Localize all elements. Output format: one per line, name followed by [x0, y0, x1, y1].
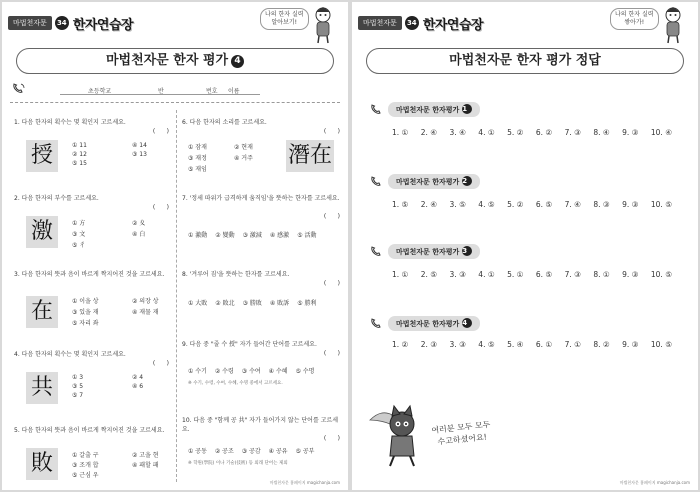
answer: 8. ②	[593, 340, 610, 349]
section-number: 2	[462, 176, 472, 186]
options	[188, 298, 316, 307]
option[interactable]: ② 고을 현	[132, 452, 159, 459]
option[interactable]: ③ 있을 재	[72, 309, 99, 316]
option[interactable]: ① 갈출 구	[72, 452, 99, 459]
option[interactable]: ③ 수여	[241, 368, 261, 375]
page-title	[16, 48, 334, 74]
page-footer: 마법천자문 홈페이지 magichanja.com	[619, 480, 690, 485]
options	[72, 374, 192, 399]
question-number: 5.	[14, 427, 20, 434]
answer: 1. ①	[392, 270, 409, 279]
answer: 9. ③	[622, 340, 639, 349]
section-label	[388, 244, 480, 259]
answer: 1. ⑤	[392, 200, 409, 209]
option[interactable]: ② 4	[132, 374, 144, 381]
answer-section-header	[370, 174, 480, 188]
series-number: 34	[55, 16, 69, 30]
options	[188, 142, 280, 173]
option[interactable]: ② 夊	[132, 220, 146, 227]
answer: 5. ④	[507, 340, 524, 349]
series-label: 마법천자문	[8, 16, 52, 30]
option[interactable]: ④ 패할 패	[132, 462, 159, 469]
question-text: '정세 따위가 급격하게 움직임'을 뜻하는 한자를 고르세요.	[189, 195, 340, 202]
answer: 5. ②	[507, 128, 524, 137]
option[interactable]: ⑤ 彳	[72, 242, 86, 249]
series-number: 34	[405, 16, 419, 30]
answer: 5. ②	[507, 200, 524, 209]
answer: 6. ②	[535, 128, 553, 137]
student-info	[8, 82, 342, 96]
answer-section-header	[370, 316, 480, 330]
bubble-line: 나의 한자 실력	[615, 11, 654, 18]
hanja-card: 在	[26, 296, 58, 328]
answer: 9. ③	[622, 128, 639, 137]
question-10	[182, 416, 340, 442]
option[interactable]: ② 현재	[234, 144, 253, 151]
title-text: 마법천자문 한자 평가	[105, 53, 229, 68]
option[interactable]: ③ 文	[72, 231, 86, 238]
answer: 10. ④	[650, 128, 672, 137]
title-number: 4	[231, 55, 244, 68]
question-note: ※ 학원(學院) 이나 기술(技術) 등 외래 단어는 제외	[188, 461, 288, 466]
option[interactable]: ⑤ 活動	[297, 232, 317, 239]
school-label: 초등학교	[88, 88, 112, 95]
answer: 5. ①	[507, 270, 524, 279]
option[interactable]: ② 變動	[215, 232, 235, 239]
question-1	[14, 118, 169, 135]
answer: 8. ①	[593, 270, 610, 279]
section-number: 3	[462, 246, 472, 256]
answer: 1. ①	[392, 128, 409, 137]
answer: 6. ⑤	[535, 270, 553, 279]
question-number: 2.	[14, 195, 20, 202]
answer: 2. ③	[420, 340, 438, 349]
underline	[60, 94, 260, 95]
hanja-card: 潛在	[286, 140, 334, 172]
question-note: ※ 수기, 수령, 수여, 수혜, 수명 중에서 고르세요.	[188, 381, 283, 386]
option[interactable]: ④ 14	[132, 142, 147, 149]
options	[188, 446, 314, 455]
question-number: 10.	[182, 417, 192, 424]
section-label	[388, 102, 480, 117]
question-number: 7.	[182, 195, 188, 202]
answer-blank[interactable]: ( )	[323, 213, 340, 220]
options	[72, 142, 192, 167]
hanja-card: 授	[26, 140, 58, 172]
answer-blank[interactable]: ( )	[152, 128, 169, 135]
answer: 6. ⑤	[535, 200, 553, 209]
option[interactable]: ② 敗北	[215, 300, 235, 307]
question-text: 다음 한자의 소리를 고르세요.	[189, 119, 267, 126]
answer: 10. ⑤	[650, 340, 672, 349]
encouragement-text	[431, 419, 492, 449]
answer-section-header	[370, 102, 480, 116]
question-text: 다음 중 "함께 공 共" 자가 들어가지 않는 단어를 고르세요.	[182, 417, 339, 433]
question-9	[182, 340, 340, 357]
bubble-line: 알아보기!	[271, 19, 298, 26]
header-bar	[8, 16, 134, 33]
options	[188, 366, 314, 375]
encourage-line: 여러분 모두 모두	[431, 419, 491, 436]
question-6	[182, 118, 340, 135]
hanja-card: 激	[26, 216, 58, 248]
option[interactable]: ④ 感激	[269, 232, 290, 239]
answer-row	[392, 270, 672, 279]
answer: 9. ③	[622, 200, 639, 209]
answer: 3. ③	[449, 340, 466, 349]
answer: 7. ④	[564, 200, 581, 209]
answer-row	[392, 340, 672, 349]
speech-bubble	[260, 8, 309, 30]
header-bar	[358, 16, 484, 33]
answer: 7. ③	[564, 270, 581, 279]
answer-section-header	[370, 244, 480, 258]
answer: 3. ④	[449, 128, 466, 137]
question-3	[14, 270, 169, 279]
option[interactable]: ⑤ 자리 좌	[72, 320, 99, 327]
option[interactable]: ⑤ 공부	[295, 448, 315, 455]
question-number: 1.	[14, 119, 20, 126]
speech-bubble	[610, 8, 659, 30]
option[interactable]: ① 수기	[188, 368, 207, 375]
question-number: 4.	[14, 351, 20, 358]
option[interactable]: ③ 공감	[241, 448, 261, 455]
answer: 4. ①	[478, 270, 495, 279]
phone-icon	[370, 103, 384, 115]
option[interactable]: ② 의장 상	[132, 298, 159, 305]
answer-blank[interactable]: ( )	[323, 435, 340, 442]
question-text: 다음 중 "줄 수 授" 자가 들어간 단어를 고르세요.	[189, 341, 317, 348]
option[interactable]: ① 잠재	[188, 144, 207, 151]
phone-icon	[12, 82, 26, 94]
option[interactable]: ⑤ 재임	[188, 166, 207, 173]
number-label: 번호	[206, 88, 218, 95]
answer: 8. ④	[593, 128, 610, 137]
bubble-line: 나의 한자 실력	[265, 11, 304, 18]
hanja-card: 敗	[26, 448, 58, 480]
answer-blank[interactable]: ( )	[323, 128, 340, 135]
option[interactable]: ⑤ 수명	[295, 368, 315, 375]
question-number: 6.	[182, 119, 188, 126]
section-number: 1	[462, 104, 472, 114]
answer: 4. ⑤	[478, 200, 495, 209]
option[interactable]: ③ 勝敗	[242, 300, 262, 307]
series-label: 마법천자문	[358, 16, 402, 30]
answer: 8. ③	[593, 200, 610, 209]
answer-page	[352, 2, 698, 490]
bubble-line: 쌓아가!	[624, 19, 645, 26]
answer: 7. ③	[564, 128, 581, 137]
option[interactable]: ⑤ 7	[72, 392, 84, 399]
section-label-text: 마법천자문 한자평가	[396, 177, 460, 186]
answer-blank[interactable]: ( )	[152, 360, 169, 367]
question-2	[14, 194, 169, 211]
question-text: '겨루어 짐'을 뜻하는 한자를 고르세요.	[189, 271, 290, 278]
answer: 1. ②	[392, 340, 409, 349]
question-number: 8.	[182, 271, 188, 278]
phone-icon	[370, 317, 384, 329]
answer-blank[interactable]: ( )	[323, 350, 340, 357]
answer: 10. ⑤	[650, 200, 672, 209]
option[interactable]: ④ 白	[132, 231, 146, 238]
question-text: 다음 한자의 부수를 고르세요.	[21, 195, 99, 202]
section-label-text: 마법천자문 한자평가	[396, 105, 460, 114]
option[interactable]: ③ 激減	[242, 232, 262, 239]
phone-icon	[370, 245, 384, 257]
section-label-text: 마법천자문 한자평가	[396, 247, 460, 256]
option[interactable]: ④ 수혜	[268, 368, 288, 375]
question-text: 다음 한자의 획수는 몇 획인지 고르세요.	[21, 351, 126, 358]
option[interactable]: ② 공조	[214, 448, 234, 455]
option[interactable]: ④ 재물 재	[132, 309, 159, 316]
option[interactable]: ② 12	[72, 151, 87, 158]
question-text: 다음 한자의 뜻과 음이 바르게 짝지어진 것을 고르세요.	[21, 427, 165, 434]
section-label	[388, 316, 480, 331]
answer: 2. ④	[420, 128, 438, 137]
answer: 3. ⑤	[449, 200, 466, 209]
option[interactable]: ① 공동	[188, 448, 207, 455]
answer: 7. ①	[564, 340, 581, 349]
question-7	[182, 194, 340, 220]
question-number: 3.	[14, 271, 20, 278]
option[interactable]: ⑤ 勝利	[297, 300, 317, 307]
option[interactable]: ④ 거주	[234, 155, 253, 162]
option[interactable]: ③ 5	[72, 383, 84, 390]
brand-title: 한자연습장	[422, 17, 484, 33]
answer: 4. ①	[478, 128, 495, 137]
answer-row	[392, 200, 672, 209]
encourage-line: 수고하셨어요!	[437, 432, 488, 447]
question-text: 다음 한자의 획수는 몇 획인지 고르세요.	[21, 119, 126, 126]
answer-blank[interactable]: ( )	[152, 204, 169, 211]
answer: 4. ⑤	[478, 340, 495, 349]
answer: 6. ①	[535, 340, 553, 349]
answer: 2. ④	[420, 200, 438, 209]
name-label: 이름	[228, 88, 240, 95]
mascot-icon	[662, 6, 684, 44]
option[interactable]: ③ 13	[132, 151, 147, 158]
answer: 10. ⑤	[650, 270, 672, 279]
option[interactable]: ③ 조개 합	[72, 462, 99, 469]
option[interactable]: ① 이을 상	[72, 298, 99, 305]
option[interactable]: ④ 敗訴	[269, 300, 290, 307]
question-text: 다음 한자의 뜻과 음이 바르게 짝지어진 것을 고르세요.	[21, 271, 165, 278]
question-5	[14, 426, 169, 435]
phone-icon	[370, 175, 384, 187]
answer-row	[392, 128, 672, 137]
brand-title: 한자연습장	[72, 17, 134, 33]
answer-blank[interactable]: ( )	[323, 280, 340, 287]
option[interactable]: ① 方	[72, 220, 86, 227]
answer: 3. ③	[449, 270, 466, 279]
option[interactable]: ① 11	[72, 142, 87, 149]
options	[188, 230, 316, 239]
option[interactable]: ② 수령	[214, 368, 234, 375]
option[interactable]: ④ 6	[132, 383, 144, 390]
page-title: 마법천자문 한자 평가 정답	[366, 48, 684, 74]
option[interactable]: ⑤ 근심 우	[72, 472, 99, 479]
question-8	[182, 270, 340, 287]
option[interactable]: ① 激動	[188, 232, 208, 239]
mascot-icon	[312, 6, 334, 44]
answer: 9. ③	[622, 270, 639, 279]
option[interactable]: ⑤ 15	[72, 160, 87, 167]
divider	[10, 102, 340, 103]
page-footer: 마법천자문 홈페이지 magichanja.com	[269, 480, 340, 485]
worksheet-page	[2, 2, 348, 490]
option[interactable]: ④ 공유	[268, 448, 288, 455]
cat-mascot-icon	[368, 390, 428, 470]
class-label: 반	[158, 88, 164, 95]
section-label-text: 마법천자문 한자평가	[396, 319, 460, 328]
options	[72, 218, 192, 249]
option[interactable]: ③ 재정	[188, 155, 207, 162]
question-4	[14, 350, 169, 367]
options	[72, 450, 192, 479]
section-number: 4	[462, 318, 472, 328]
hanja-card: 共	[26, 372, 58, 404]
option[interactable]: ① 大敗	[188, 300, 208, 307]
section-label	[388, 174, 480, 189]
options	[72, 296, 192, 327]
option[interactable]: ① 3	[72, 374, 84, 381]
answer: 2. ⑤	[420, 270, 438, 279]
question-number: 9.	[182, 341, 188, 348]
